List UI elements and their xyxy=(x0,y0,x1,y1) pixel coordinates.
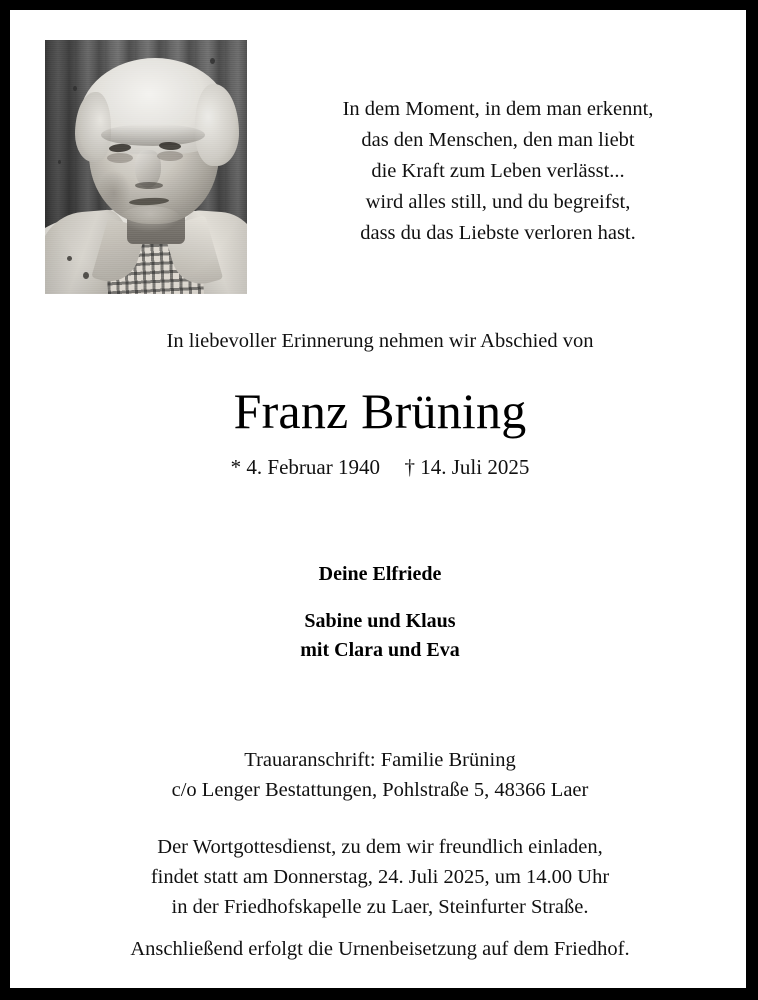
obituary-card xyxy=(8,8,748,990)
deceased-name: Franz Brüning xyxy=(233,383,527,439)
memorial-poem xyxy=(262,94,734,249)
poem-line: die Kraft zum Leben verlässt... xyxy=(371,160,625,182)
poem-line: In dem Moment, in dem man erkennt, xyxy=(342,98,654,120)
service-details xyxy=(30,832,730,922)
survivor-line: mit Clara und Eva xyxy=(300,639,460,661)
service-line: Der Wortgottesdienst, zu dem wir freundlich einladen, xyxy=(157,836,603,858)
memorial-intro-text: In liebevoller Erinnerung nehmen wir Abschied von xyxy=(166,330,594,352)
photo-vignette xyxy=(45,40,247,294)
poem-line: das den Menschen, den man liebt xyxy=(361,129,635,151)
poem-line: dass du das Liebste verloren hast. xyxy=(360,222,636,244)
death-date: 14. Juli 2025 xyxy=(420,455,530,479)
death-symbol: † xyxy=(404,455,415,479)
mourning-address xyxy=(30,745,730,805)
survivor-line: Sabine und Klaus xyxy=(304,610,456,632)
life-dates xyxy=(30,455,730,480)
closing-note: Anschließend erfolgt die Urnenbeisetzung auf dem Friedhof. xyxy=(130,938,630,960)
poem-line: wird alles still, und du begreifst, xyxy=(365,191,631,213)
birth-date: 4. Februar 1940 xyxy=(246,455,380,479)
address-line: Trauaranschrift: Familie Brüning xyxy=(244,749,516,771)
service-line: findet statt am Donnerstag, 24. Juli 2025, um 14.00 Uhr xyxy=(150,866,610,888)
surviving-family xyxy=(30,560,730,665)
birth-symbol: * xyxy=(230,455,242,479)
survivor-primary: Deine Elfriede xyxy=(318,563,442,585)
portrait-photo xyxy=(45,40,247,294)
address-line: c/o Lenger Bestattungen, Pohlstraße 5, 48366 Laer xyxy=(171,779,589,801)
service-line: in der Friedhofskapelle zu Laer, Steinfurter Straße. xyxy=(171,896,589,918)
